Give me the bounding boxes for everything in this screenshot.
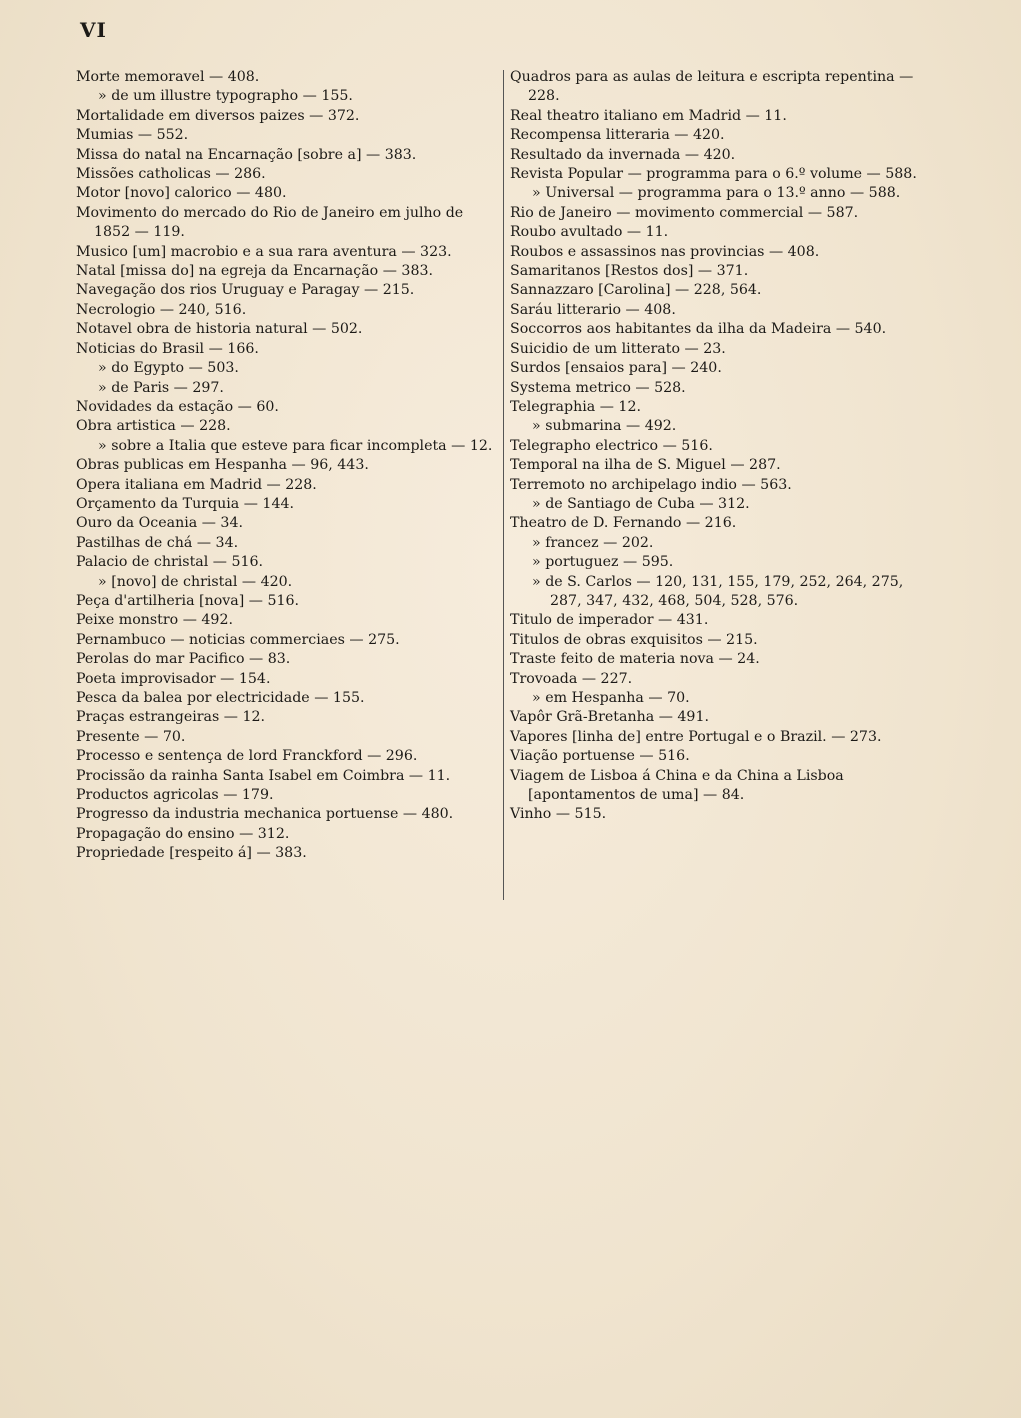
index-entry: Titulos de obras exquisitos — 215.: [510, 631, 758, 648]
index-entry: » de Paris — 297.: [98, 379, 224, 396]
index-entry: Viagem de Lisboa á China e da China a Lisboa [apontamentos de uma] — 84.: [510, 767, 844, 804]
index-entry: » francez — 202.: [532, 534, 654, 551]
index-entry: Pesca da balea por electricidade — 155.: [76, 690, 365, 706]
index-entry: Sannazzaro [Carolina] — 228, 564.: [510, 282, 762, 299]
index-column-right: [510, 68, 938, 825]
index-entry: Peixe monstro — 492.: [76, 612, 233, 629]
index-entry: Peça d'artilheria [nova] — 516.: [76, 592, 300, 609]
index-entry: » [novo] de christal — 420.: [98, 573, 293, 590]
index-entry: Roubo avultado — 11.: [510, 224, 669, 241]
index-entry: Titulo de imperador — 431.: [510, 612, 709, 629]
index-entry: Noticias do Brasil — 166.: [76, 340, 259, 357]
index-entry: » submarina — 492.: [532, 418, 677, 435]
index-entry: Propriedade [respeito á] — 383.: [76, 845, 307, 862]
index-entry: Progresso da industria mechanica portuense — 480.: [76, 806, 454, 823]
index-entry: Telegraphia — 12.: [510, 398, 641, 415]
index-entry: Productos agricolas — 179.: [76, 787, 274, 804]
index-entry: Natal [missa do] na egreja da Encarnação — 383.: [76, 263, 434, 280]
index-entry: Saráu litterario — 408.: [510, 301, 676, 318]
index-entry: Theatro de D. Fernando — 216.: [510, 515, 737, 532]
index-entry: Missões catholicas — 286.: [76, 166, 266, 183]
index-entry: Roubos e assassinos nas provincias — 408.: [510, 243, 820, 260]
index-entry: Samaritanos [Restos dos] — 371.: [510, 263, 749, 280]
index-entry: » de Santiago de Cuba — 312.: [532, 495, 750, 512]
index-entry: Processo e sentença de lord Franckford — 296.: [76, 748, 418, 765]
index-entry: Opera italiana em Madrid — 228.: [76, 476, 317, 493]
index-entry: Terremoto no archipelago indio — 563.: [510, 476, 792, 493]
index-entry: Recompensa litteraria — 420.: [510, 127, 725, 144]
index-entry: Poeta improvisador — 154.: [76, 670, 271, 687]
index-entry: Mumias — 552.: [76, 127, 189, 144]
index-entry: Presente — 70.: [76, 728, 186, 745]
index-entry: Novidades da estação — 60.: [76, 398, 279, 415]
index-entry: Motor [novo] calorico — 480.: [76, 185, 287, 202]
index-entry: Trovoada — 227.: [510, 670, 633, 687]
index-entry: Perolas do mar Pacifico — 83.: [76, 651, 291, 668]
page-number: VI: [80, 18, 107, 42]
index-entry: Movimento do mercado do Rio de Janeiro em julho de 1852 — 119.: [76, 204, 464, 241]
index-entry: Propagação do ensino — 312.: [76, 825, 290, 842]
index-entry: Necrologio — 240, 516.: [76, 301, 247, 318]
index-entry: Suicidio de um litterato — 23.: [510, 340, 726, 357]
index-entry: » do Egypto — 503.: [98, 360, 239, 377]
index-entry: » portuguez — 595.: [532, 554, 674, 571]
index-entry: Praças estrangeiras — 12.: [76, 709, 266, 726]
index-entry: Obra artistica — 228.: [76, 418, 231, 435]
index-entry: » sobre a Italia que esteve para ficar incompleta — 12.: [98, 437, 493, 454]
index-entry: Obras publicas em Hespanha — 96, 443.: [76, 457, 369, 474]
index-entry: Vapôr Grã-Bretanha — 491.: [510, 709, 709, 726]
index-entry: Ouro da Oceania — 34.: [76, 515, 243, 532]
index-entry: Telegrapho electrico — 516.: [510, 437, 713, 454]
index-entry: Viação portuense — 516.: [510, 748, 690, 765]
index-entry: Real theatro italiano em Madrid — 11.: [510, 107, 787, 124]
index-entry: » Universal — programma para o 13.º anno — 588.: [532, 185, 901, 202]
index-entry: Morte memoravel — 408.: [76, 69, 260, 85]
index-entry: Palacio de christal — 516.: [76, 554, 264, 571]
index-entry: Mortalidade em diversos paizes — 372.: [76, 107, 360, 124]
index-entry: Quadros para as aulas de leitura e escripta repentina — 228.: [510, 69, 914, 105]
index-entry: Soccorros aos habitantes da ilha da Madeira — 540.: [510, 321, 887, 338]
index-entry: Temporal na ilha de S. Miguel — 287.: [510, 457, 781, 474]
index-entry: Surdos [ensaios para] — 240.: [510, 360, 722, 377]
column-divider: [503, 70, 504, 900]
index-entry: Rio de Janeiro — movimento commercial — 587.: [510, 204, 859, 221]
index-entry: » de S. Carlos — 120, 131, 155, 179, 252, 264, 275, 287, 347, 432, 468, 504, 528, 576.: [532, 573, 904, 609]
index-entry: Resultado da invernada — 420.: [510, 146, 736, 163]
index-entry: Systema metrico — 528.: [510, 379, 686, 396]
index-entry: Pernambuco — noticias commerciaes — 275.: [76, 631, 400, 648]
index-entry: Traste feito de materia nova — 24.: [510, 651, 760, 668]
index-entry: Vapores [linha de] entre Portugal e o Brazil. — 273.: [510, 728, 882, 745]
index-entry: Revista Popular — programma para o 6.º volume — 588.: [510, 166, 917, 183]
index-entry: Procissão da rainha Santa Isabel em Coimbra — 11.: [76, 767, 451, 784]
index-entry: » de um illustre typographo — 155.: [98, 88, 353, 105]
index-entry: Orçamento da Turquia — 144.: [76, 495, 295, 512]
index-entry: Navegação dos rios Uruguay e Paragay — 215.: [76, 282, 415, 299]
index-entry: Musico [um] macrobio e a sua rara aventura — 323.: [76, 243, 452, 260]
index-entry: Vinho — 515.: [510, 806, 607, 823]
index-entry: Missa do natal na Encarnação [sobre a] — 383.: [76, 146, 417, 163]
index-entry: Pastilhas de chá — 34.: [76, 534, 239, 551]
index-column-left: [76, 68, 501, 864]
index-entry: Notavel obra de historia natural — 502.: [76, 321, 363, 338]
index-entry: » em Hespanha — 70.: [532, 690, 690, 706]
